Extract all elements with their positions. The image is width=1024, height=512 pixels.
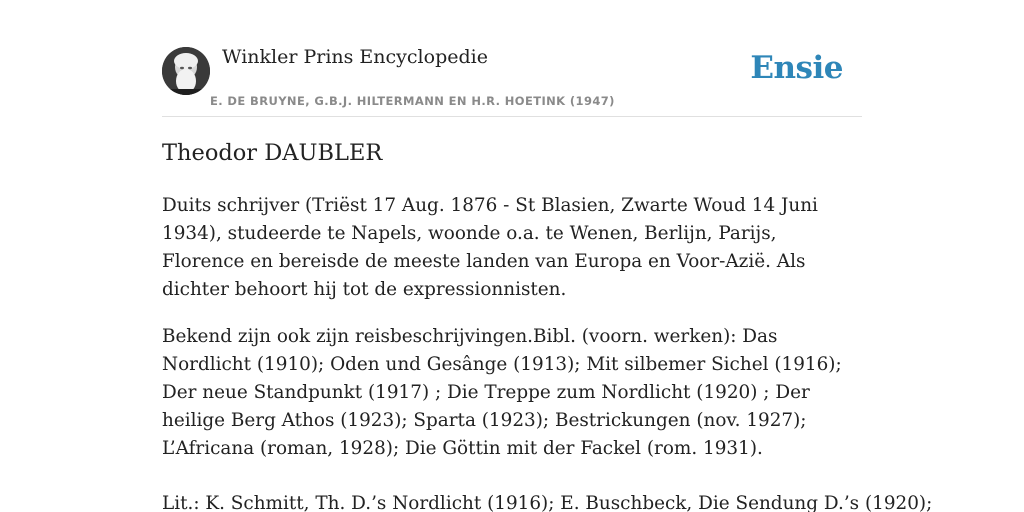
article-paragraph: Bekend zijn ook zijn reisbeschrijvingen.Bibl. (voorn. werken): Das Nordlicht (1910); Oden und Gesânge (1913); Mit silbemer Sichel (1916); Der neue Standpunkt (1917) ; Die Treppe zum Nordlicht (1920) ; Der heilige Berg Athos (1923); Sparta (1923); Bestrickungen (nov. 1927); L’Africana (roman, 1928); Die Göttin mit der Fackel (rom. 1931). <box>162 326 842 459</box>
ensie-logo-link[interactable]: Ensie <box>750 50 843 86</box>
page-container <box>162 0 933 512</box>
book-authors: E. DE BRUYNE, G.B.J. HILTERMANN EN H.R. HOETINK (1947) <box>210 94 615 108</box>
portrait-avatar-icon[interactable] <box>162 47 210 95</box>
book-header <box>162 0 862 117</box>
book-title[interactable]: Winkler Prins Encyclopedie <box>222 46 488 68</box>
article-paragraph: Duits schrijver (Triëst 17 Aug. 1876 - St Blasien, Zwarte Woud 14 Juni 1934), studeerde te Napels, woonde o.a. te Wenen, Berlijn, Parijs, Florence en bereisde de meeste landen van Europa en Voor-Azië. Als dichter behoort hij tot de expressionnisten. <box>162 195 818 300</box>
page-title: Theodor DAUBLER <box>162 140 383 166</box>
article-paragraph: Lit.: K. Schmitt, Th. D.’s Nordlicht (1916); E. Buschbeck, Die Sendung D.’s (1920); <box>162 493 933 512</box>
